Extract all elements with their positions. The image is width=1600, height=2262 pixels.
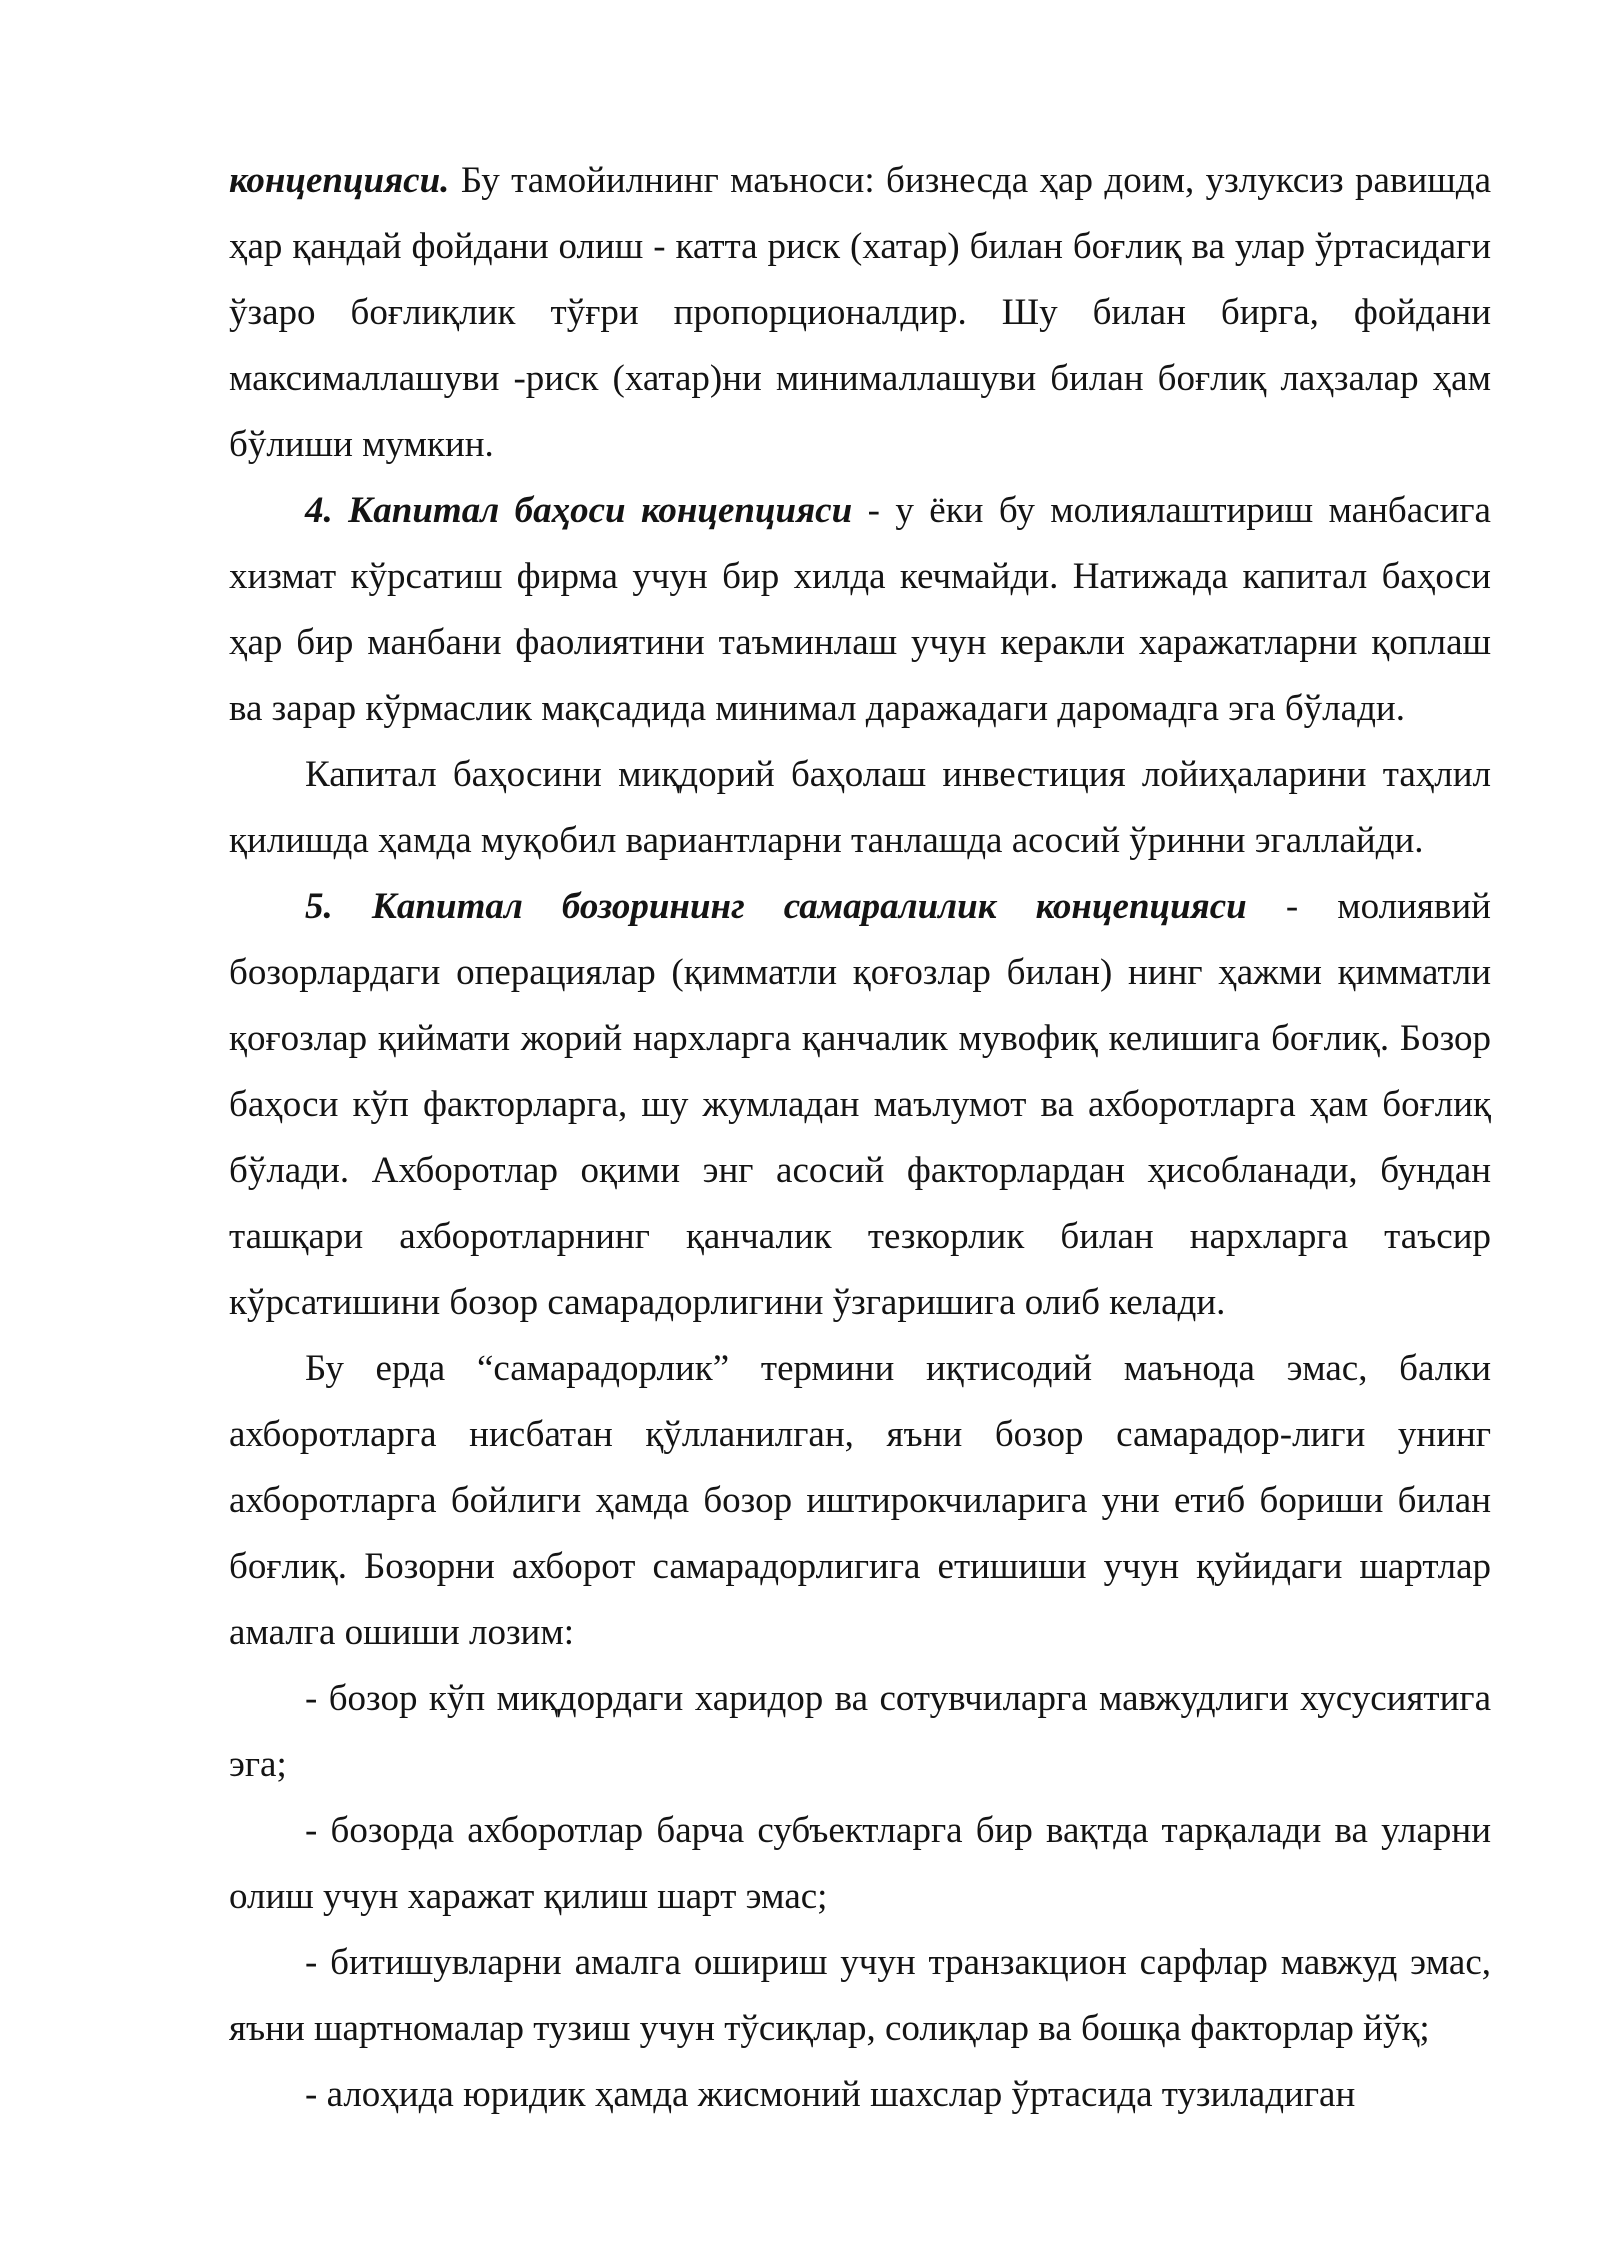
list-item-transaction-costs [229,1930,1491,2062]
paragraph-text: Бу ерда “самарадорлик” термини иқтисодий маънода эмас, балки ахборотларга нисбатан қўлланилган, яъни бозор самарадор-лиги унинг ахборотларга бойлиги ҳамда бозор иштирокчиларига уни етиб бориши билан боғлиқ. Бозорни ахборот самарадорлигига етишиши учун қуйидаги шартлар амалга ошиши лозим: [229,1348,1491,1653]
paragraph-lead: 4. Капитал баҳоси концепцияси [305,490,853,531]
list-item-legal-entities [229,2062,1491,2128]
list-item-buyers-sellers [229,1666,1491,1798]
paragraph-text: Капитал баҳосини миқдорий баҳолаш инвестиция лойиҳаларини таҳлил қилишда ҳамда муқобил вариантларни танлашда асосий ўринни эгаллайди. [229,754,1491,861]
paragraph-capital-cost-concept [229,478,1491,742]
paragraph-market-efficiency-concept [229,874,1491,1336]
list-item-information-spread [229,1798,1491,1930]
paragraph-text: Бу тамойилнинг маъноси: бизнесда ҳар доим, узлуксиз равишда ҳар қандай фойдани олиш - катта риск (хатар) билан боғлиқ ва улар ўртасидаги ўзаро боғлиқлик тўғри пропорционалдир. Шу билан бирга, фойдани максималлашуви -риск (хатар)ни минималлашуви билан боғлиқ лаҳзалар ҳам бўлиши мумкин. [229,160,1491,465]
paragraph-lead: 5. Капитал бозорининг самаралилик концепцияси [305,886,1247,927]
list-item-text: - битишувларни амалга ошириш учун транзакцион сарфлар мавжуд эмас, яъни шартномалар тузиш учун тўсиқлар, солиқлар ва бошқа факторлар йўқ; [229,1942,1491,2049]
paragraph-text: - у ёки бу молиялаштириш манбасига хизмат кўрсатиш фирма учун бир хилда кечмайди. Натижада капитал баҳоси ҳар бир манбани фаолиятини таъминлаш учун керакли харажатларни қоплаш ва зарар кўрмаслик мақсадида минимал даражадаги даромадга эга бўлади. [229,490,1491,729]
list-item-text: - бозорда ахборотлар барча субъектларга бир вақтда тарқалади ва уларни олиш учун харажат қилиш шарт эмас; [229,1810,1491,1917]
list-item-text: - алоҳида юридик ҳамда жисмоний шахслар ўртасида тузиладиган [305,2074,1356,2115]
paragraph-risk-concept [229,148,1491,478]
list-item-text: - бозор кўп миқдордаги харидор ва сотувчиларга мавжудлиги хусусиятига эга; [229,1678,1491,1785]
paragraph-lead: концепцияси. [229,160,450,201]
paragraph-text: - молиявий бозорлардаги операциялар (қимматли қоғозлар билан) нинг ҳажми қимматли қоғозлар қиймати жорий нархларга қанчалик мувофиқ келишига боғлиқ. Бозор баҳоси кўп факторларга, шу жумладан маълумот ва ахборотларга ҳам боғлиқ бўлади. Ахборотлар оқими энг асосий факторлардан ҳисобланади, бундан ташқари ахборотларнинг қанчалик тезкорлик билан нархларга таъсир кўрсатишини бозор самарадорлигини ўзгаришига олиб келади. [229,886,1491,1323]
paragraph-efficiency-term [229,1336,1491,1666]
paragraph-capital-cost-evaluation [229,742,1491,874]
document-body [229,148,1491,2128]
